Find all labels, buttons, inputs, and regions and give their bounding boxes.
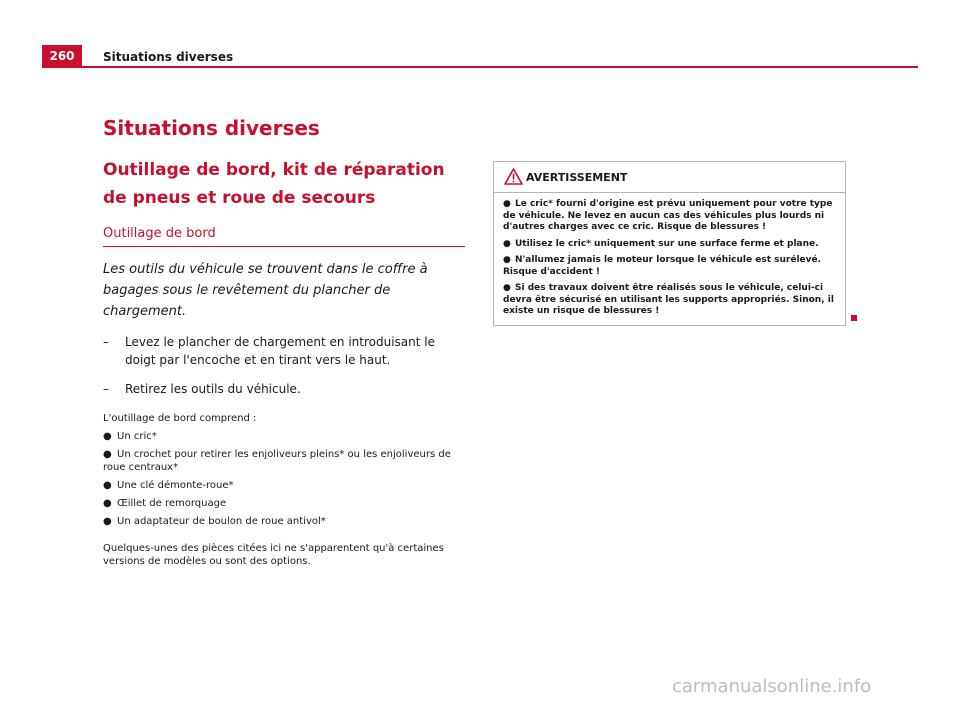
bullet-marker: ● — [503, 255, 511, 265]
step-text: Retirez les outils du véhicule. — [125, 382, 301, 396]
warning-item-text: N'allumez jamais le moteur lorsque le véhicule est surélevé. Risque d'accident ! — [503, 255, 822, 277]
page-title: Situations diverses — [103, 116, 320, 140]
warning-header — [494, 162, 845, 193]
bullet-marker: ● — [103, 431, 112, 442]
footnote-text: Quelques-unes des pièces citées ici ne s'apparentent qu'à certaines versions de modèles ou sont des options. — [103, 543, 444, 567]
list-item — [103, 479, 465, 492]
list-item — [103, 497, 465, 510]
list-item — [103, 448, 465, 474]
watermark: carmanualsonline.info — [672, 676, 872, 697]
left-column — [103, 156, 465, 568]
warning-body — [494, 193, 845, 318]
page-number: 260 — [42, 45, 82, 68]
list-item-text: Un adaptateur de boulon de roue antivol* — [117, 516, 326, 527]
bullet-marker: ● — [103, 498, 112, 509]
bullet-marker: ● — [103, 449, 112, 460]
bullet-marker: ● — [503, 238, 511, 249]
intro-text: Les outils du véhicule se trouvent dans le coffre à bagages sous le revêtement du plancher de chargement. — [103, 262, 428, 319]
bullet-marker: ● — [103, 480, 112, 491]
warning-title: AVERTISSEMENT — [526, 171, 628, 184]
list-item-text: Un cric* — [117, 431, 157, 442]
step-item — [103, 333, 465, 369]
warning-box — [493, 161, 846, 326]
list-item — [103, 515, 465, 528]
bullet-marker: ● — [503, 283, 511, 293]
warning-item — [503, 283, 836, 318]
step-marker: – — [103, 335, 109, 349]
warning-item-text: Utilisez le cric* uniquement sur une surface ferme et plane. — [515, 238, 819, 249]
list-item-text: Un crochet pour retirer les enjoliveurs pleins* ou les enjoliveurs de roue centraux* — [103, 449, 451, 473]
warning-item-text: Le cric* fourni d'origine est prévu uniquement pour votre type de véhicule. Ne levez en aucun cas des véhicules plus lourds ni d'autres charges avec ce cric. Risque de blessures ! — [503, 199, 833, 232]
warning-triangle-icon — [504, 168, 523, 185]
list-intro: L'outillage de bord comprend : — [103, 413, 257, 424]
section-title: Outillage de bord, kit de réparation de pneus et roue de secours — [103, 160, 445, 208]
warning-item — [503, 199, 836, 234]
subsection-title: Outillage de bord — [103, 226, 465, 247]
running-head: Situations diverses — [103, 50, 234, 64]
bullet-marker: ● — [103, 516, 112, 527]
step-text: Levez le plancher de chargement en introduisant le doigt par l'encoche et en tirant vers le haut. — [125, 335, 435, 367]
list-item — [103, 430, 465, 443]
bullet-marker: ● — [503, 199, 511, 209]
step-item — [103, 380, 465, 398]
warning-item — [503, 255, 836, 278]
section-end-mark — [851, 315, 857, 321]
warning-item — [503, 239, 836, 251]
list-item-text: Œillet de remorquage — [117, 498, 227, 509]
header-rule — [42, 66, 918, 68]
step-marker: – — [103, 382, 109, 396]
list-item-text: Une clé démonte-roue* — [117, 480, 234, 491]
warning-item-text: Si des travaux doivent être réalisés sous le véhicule, celui-ci devra être sécurisé en utilisant les supports appropriés. Sinon, il existe un risque de blessures ! — [503, 283, 834, 316]
